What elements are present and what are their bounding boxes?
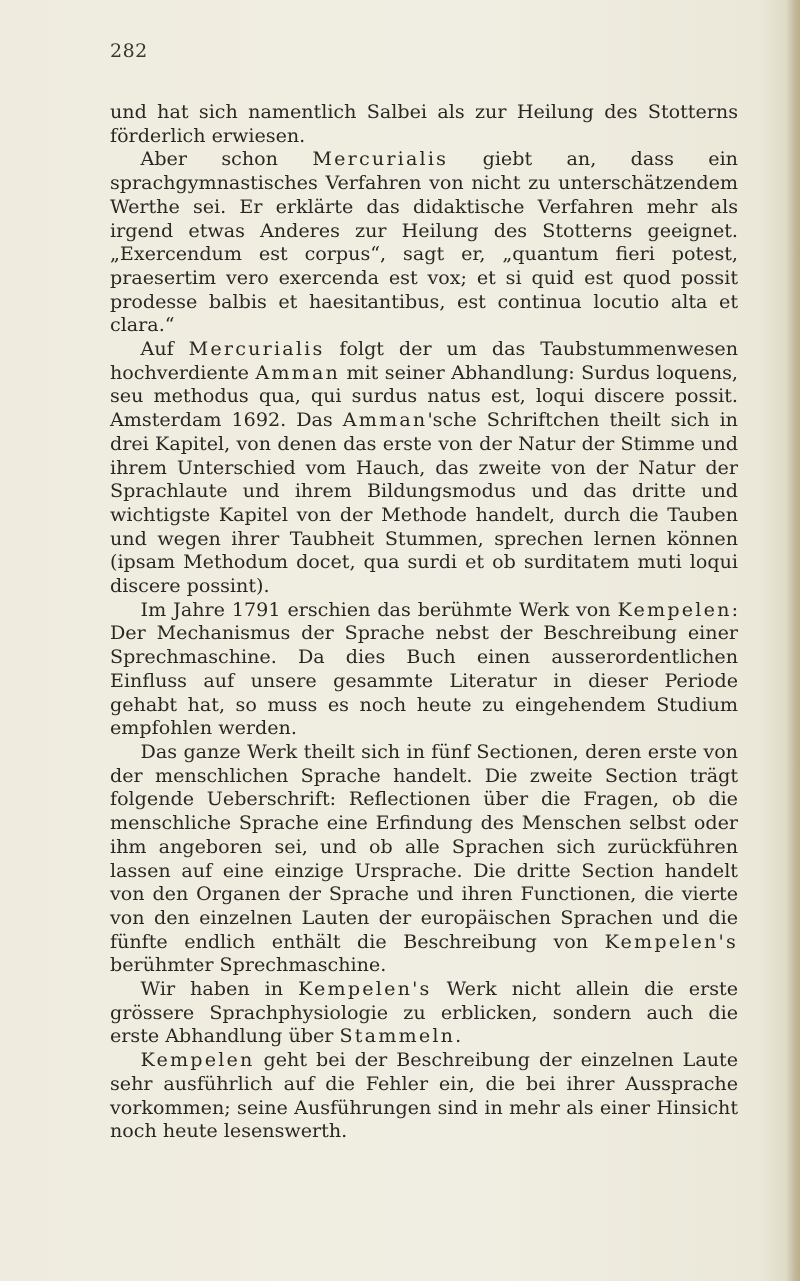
text-segment: Wir haben in (140, 977, 299, 1001)
paragraph-5 (110, 740, 738, 977)
text-segment: folgt der um das Taubstummenwesen hochverdiente (110, 337, 738, 384)
text-segment: Aber schon (140, 147, 313, 171)
person-name-amman: Amman (255, 360, 341, 384)
person-name-kempelen: Kempelen's (604, 929, 738, 953)
text-segment: Werk nicht allein die erste grössere Sprachphysiologie zu erblicken, sondern auch die erste Abhandlung über (110, 977, 739, 1048)
text-segment: giebt an, dass ein sprachgymnastisches Verfahren von nicht zu unterschätzendem Werthe sei. Er erklärte das didaktische Verfahren mehr als irgend etwas Anderes zur Heilung des Stotterns geeignet. „Exercendum est corpus“, sagt er, „quantum fieri potest, praesertim vero exercenda est vox; et si quid est quod possit prodesse balbis et haesitantibus, est continua locutio alta et clara.“ (110, 147, 738, 337)
text-segment: . (455, 1024, 462, 1048)
text-segment: Das ganze Werk theilt sich in fünf Sectionen, deren erste von der menschlichen Sprache handelt. Die zweite Section trägt folgende Ueberschrift: Reflectionen über die Fragen, ob die menschliche Sprache eine Erfindung des Menschen selbst oder ihm angeboren sei, und ob alle Sprachen sich zurückführen lassen auf eine einzige Ursprache. Die dritte Section handelt von den Organen der Sprache und ihren Functionen, die vierte von den einzelnen Lauten der europäischen Sprachen und die fünfte endlich enthält die Beschreibung von (110, 739, 738, 953)
person-name-amman: Amman (342, 408, 428, 432)
paragraph-6 (110, 977, 738, 1048)
text-segment: 'sche Schriftchen theilt sich in drei Kapitel, von denen das erste von der Natur der Stimme und ihrem Unterschied vom Hauch, das zweite von der Natur der Sprachlaute und ihrem Bildungsmodus und das dritte und wichtigste Kapitel von der Methode handelt, durch die Tauben und wegen ihrer Taubheit Stummen, sprechen lernen können (ipsam Methodum docet, qua surdi et ob surditatem muti loqui discere possint). (110, 408, 738, 598)
page-edge-shadow (786, 0, 800, 1281)
person-name-mercurialis: Mercurialis (312, 147, 449, 171)
paragraph-3 (110, 337, 738, 598)
person-name-kempelen: Kempelen (617, 597, 732, 621)
text-segment: mit seiner Abhandlung: Surdus loquens, seu methodus qua, qui surdus natus est, loqui discere possit. Amsterdam 1692. Das (110, 360, 739, 432)
body-text (110, 100, 738, 1143)
text-segment: : Der Mechanismus der Sprache nebst der Beschreibung einer Sprechmaschine. Da dies Buch einen ausserordentlichen Einfluss auf unsere gesammte Literatur in dieser Periode gehabt hat, so muss es noch heute zu eingehendem Studium empfohlen werden. (110, 597, 738, 740)
text-segment: Im Jahre 1791 erschien das berühmte Werk von (140, 597, 618, 621)
person-name-kempelen: Kempelen's (298, 977, 432, 1001)
paragraph-2 (110, 147, 738, 337)
person-name-kempelen: Kempelen (140, 1048, 255, 1072)
paragraph-1 (110, 100, 738, 147)
paragraph-4 (110, 598, 738, 740)
page-number: 282 (110, 40, 148, 62)
text-segment: berühmter Sprechmaschine. (110, 953, 387, 977)
text-segment: und hat sich namentlich Salbei als zur Heilung des Stotterns förderlich erwiesen. (110, 100, 738, 147)
term-stammeln: Stammeln (339, 1024, 456, 1048)
text-segment: geht bei der Beschreibung der einzelnen Laute sehr ausführlich auf die Fehler ein, die bei ihrer Aussprache vorkommen; seine Ausführungen sind in mehr als einer Hinsicht noch heute lesenswerth. (110, 1048, 738, 1143)
person-name-mercurialis: Mercurialis (188, 337, 325, 361)
text-segment: Auf (140, 337, 189, 361)
paragraph-7 (110, 1048, 738, 1143)
